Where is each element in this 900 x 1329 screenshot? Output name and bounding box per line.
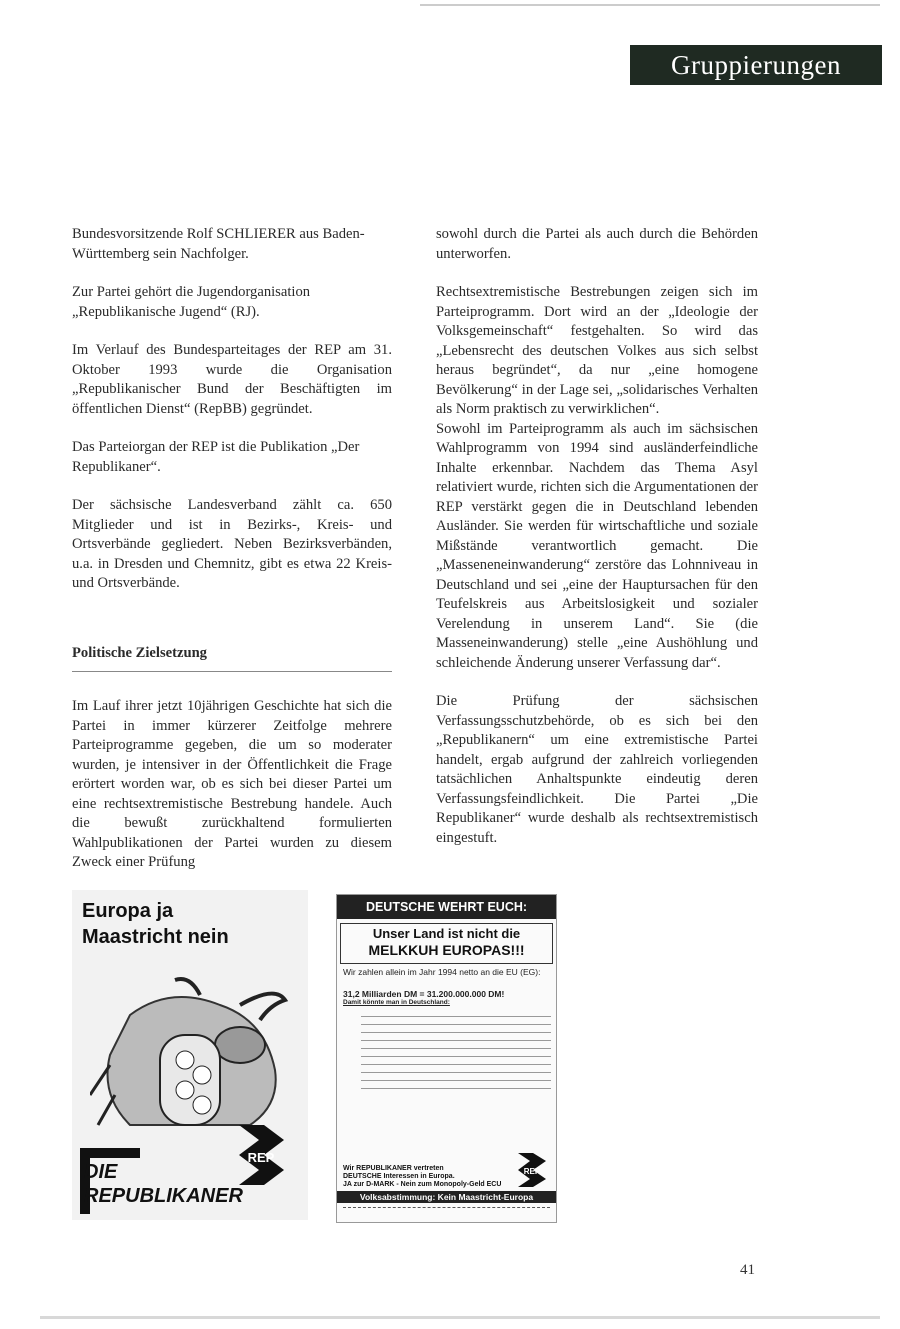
poster-footer-band: Volksabstimmung: Kein Maastricht-Europa (337, 1191, 556, 1203)
section-title-badge: Gruppierungen (630, 45, 882, 85)
page-number: 41 (740, 1262, 755, 1278)
rep-logo-icon (515, 1151, 549, 1189)
top-rule (420, 4, 880, 6)
paragraph: Die Prüfung der sächsischen Verfassungsschutzbehörde, ob es sich bei den „Republikanern“ um eine extremistische Partei handelt, ergab aufgrund der zahlreich vorliegenden tatsächlichen Anhaltspunkte eindeutig deren Verfassungsfeindlichkeit. Die Partei „Die Republikaner“ wurde deshalb als rechtsextremistisch eingestuft. (436, 693, 758, 846)
poster-title: Europa ja Maastricht nein (82, 900, 229, 948)
poster-sum: 31,2 Milliarden DM = 31.200.000.000 DM! (343, 989, 505, 999)
rep-logo-icon (234, 1120, 289, 1190)
poster-subline: Wir zahlen allein im Jahr 1994 netto an die EU (EG): (343, 967, 541, 977)
paragraph: Sowohl im Parteiprogramm als auch im sächsischen Wahlprogramm von 1994 sind ausländerfeindliche Inhalte erkennbar. Nachdem das Thema Asyl relativiert wurde, richten sich die Argumentationen der REP verstärkt gegen die in Deutschland lebenden Ausländer. Sie werden für wirtschaftliche und soziale Mißstände verantwortlich gemacht. Die „Masseneneinwanderung“ zerstöre das Lohnniveau in Deutschland und sei „eine der Hauptursachen für den Teufelskreis aus Arbeitslosigkeit und sozialer Verelendung in unserem Land“. Sie (die Masseneinwanderung) stelle „eine Aushöhlung und schleichende Änderung unserer Verfassung dar“. (436, 420, 758, 671)
poster-hint: Damit könnte man in Deutschland: (343, 999, 450, 1006)
section-heading: Politische Zielsetzung (72, 644, 392, 673)
party-logo-text: DIE REPUBLIKANER (84, 1161, 243, 1207)
svg-text:REP: REP (247, 1150, 275, 1165)
svg-text:REP: REP (523, 1167, 541, 1176)
paragraph: Im Verlauf des Bundesparteitages der REP am 31. Oktober 1993 wurde die Organisation „Republikanischer Bund der Beschäftigten im öffentlichen Dienst“ (RepBB) gegründet. (72, 342, 392, 417)
left-column (72, 225, 392, 892)
paragraph: Bundesvorsitzende Rolf SCHLIERER aus Baden-Württemberg sein Nachfolger. (72, 226, 365, 262)
poster-europa-maastricht (72, 890, 308, 1220)
right-column (436, 225, 758, 867)
poster-band: DEUTSCHE WEHRT EUCH: (337, 895, 556, 919)
bottom-rule (40, 1316, 880, 1319)
poster-footer-text: Wir REPUBLIKANER vertreten DEUTSCHE Interessen in Europa. JA zur D-MARK - Nein zum Monopoly-Geld ECU (343, 1165, 502, 1188)
poster-fineprint-lines (343, 1009, 551, 1095)
poster-headline: Unser Land ist nicht die MELKKUH EUROPAS!!! (340, 923, 553, 964)
paragraph: Der sächsische Landesverband zählt ca. 650 Mitglieder und ist in Bezirks-, Kreis- und Ortsverbände gegliedert. Neben Bezirksverbänden, u.a. in Dresden und Chemnitz, gibt es etwa 22 Kreis- und Ortsverbände. (72, 497, 392, 591)
poster-coupon (343, 1207, 550, 1220)
poster-melkkuh-europas (336, 894, 557, 1223)
paragraph: Zur Partei gehört die Jugendorganisation „Republikanische Jugend“ (RJ). (72, 284, 311, 320)
paragraph: Rechtsextremistische Bestrebungen zeigen sich im Parteiprogramm. Dort wird an der „Ideologie der Volksgemeinschaft“ festgehalten. So wird das „Lebensrecht des deutschen Volkes aus sich selbst heraus begründet“, da nur „eine homogene Bevölkerung“ in der Lage sei, „solidarisches Verhalten als Norm praktisch zu verwirklichen“. (436, 284, 758, 417)
paragraph: sowohl durch die Partei als auch durch die Behörden unterworfen. (436, 226, 758, 262)
paragraph: Im Lauf ihrer jetzt 10jährigen Geschichte hat sich die Partei in immer kürzerer Zeitfolge mehrere Parteiprogramme gegeben, die um so moderater wurden, je intensiver in der Öffentlichkeit die Frage erörtert worden war, ob es sich bei dieser Partei um eine rechtsextremistische Bestrebung handele. Auch die bewußt zurückhaltend formulierten Wahlpublikationen der Partei wurden zu diesem Zweck einer Prüfung (72, 698, 392, 870)
paragraph: Das Parteiorgan der REP ist die Publikation „Der Republikaner“. (72, 439, 360, 475)
